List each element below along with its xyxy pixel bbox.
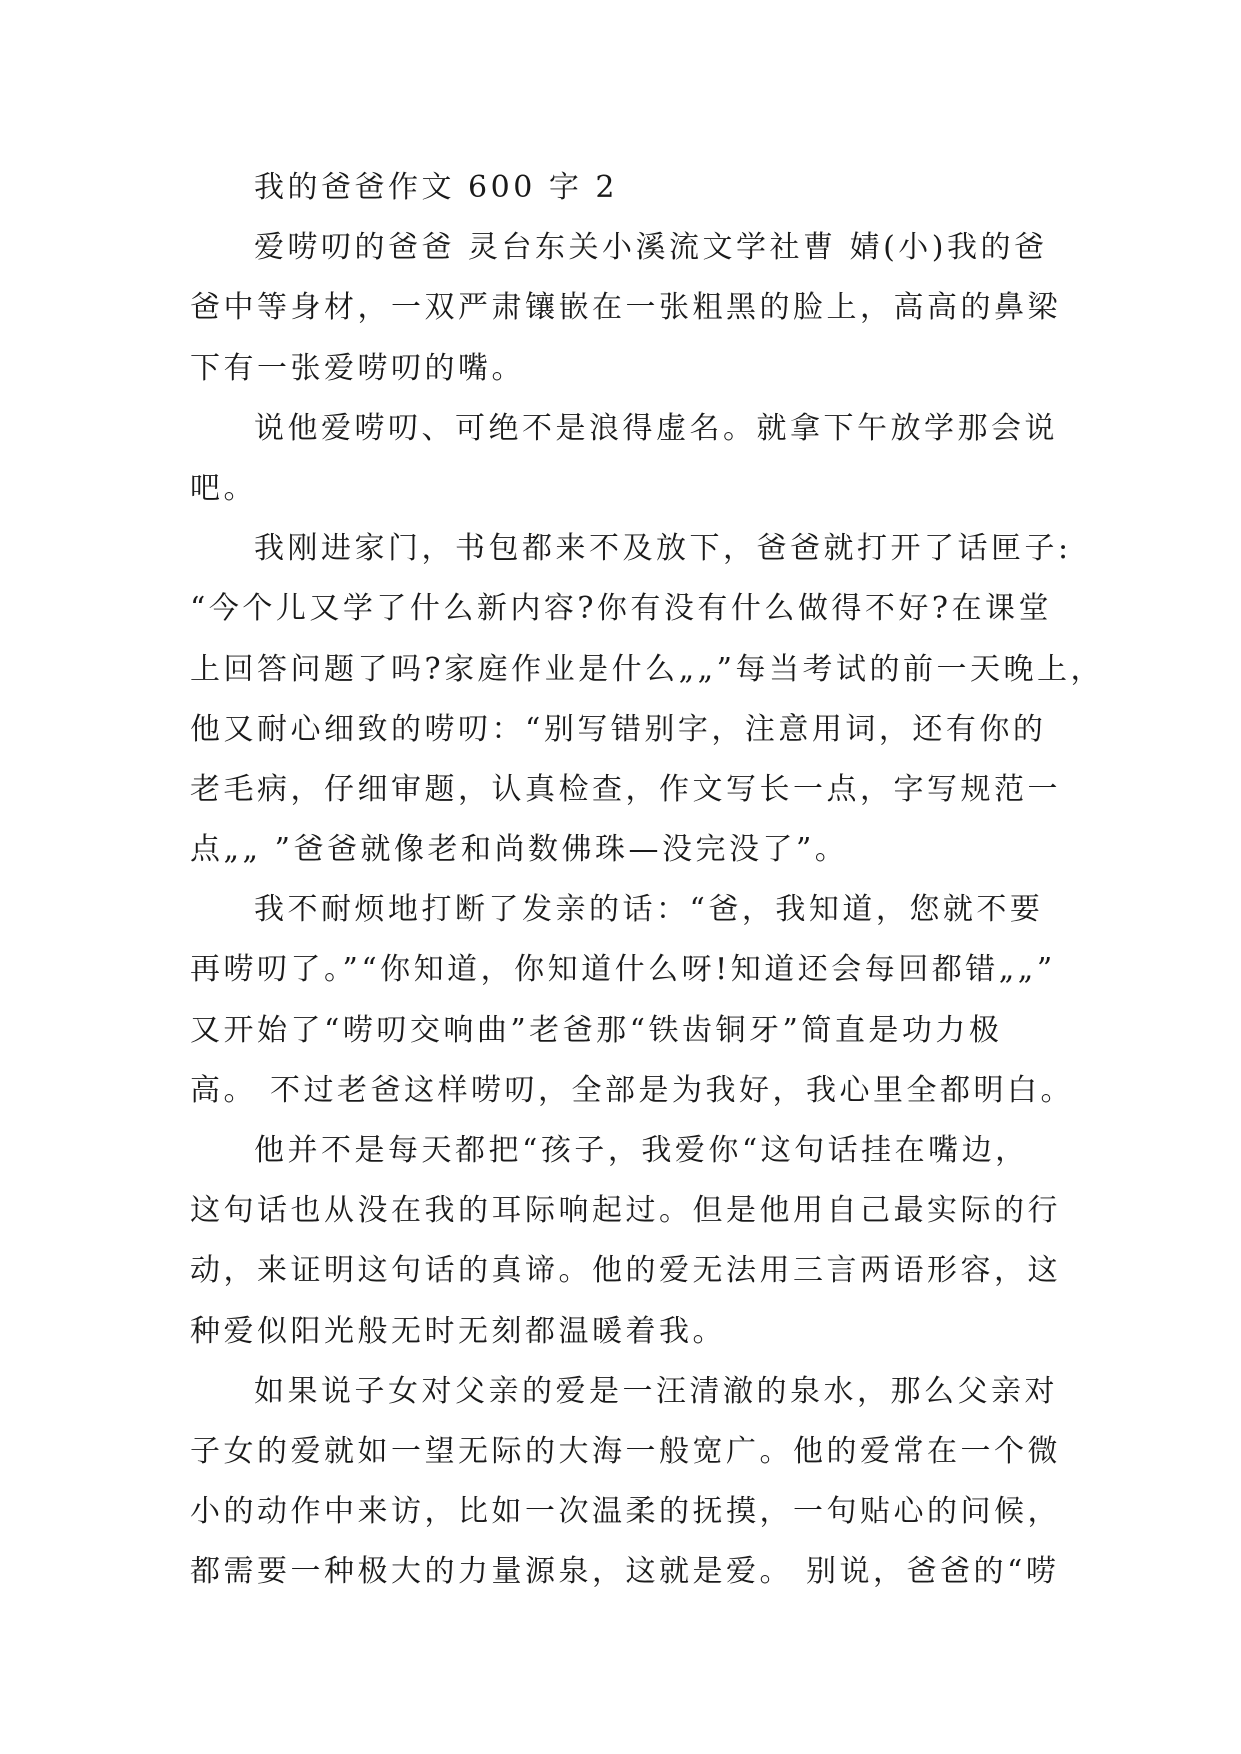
text-line: 小的动作中来访，比如一次温柔的抚摸，一句贴心的问候， xyxy=(190,1494,1061,1530)
text-line: 子女的爱就如一望无际的大海一般宽广。他的爱常在一个微 xyxy=(190,1433,1061,1469)
text-line: 爸中等身材，一双严肃镶嵌在一张粗黑的脸上，高高的鼻梁 xyxy=(190,290,1061,326)
text-line: 我刚进家门，书包都来不及放下，爸爸就打开了话匣子: xyxy=(254,531,1072,567)
text-line: 都需要一种极大的力量源泉，这就是爱。 别说，爸爸的“唠 xyxy=(190,1554,1060,1590)
text-line: 说他爱唠叨、可绝不是浪得虚名。就拿下午放学那会说 xyxy=(254,410,1058,446)
text-line: 他又耐心细致的唠叨：“别写错别字，注意用词，还有你的 xyxy=(190,711,1047,747)
text-line: 种爱似阳光般无时无刻都温暖着我。 xyxy=(190,1313,726,1349)
text-line: 吧。 xyxy=(190,470,257,506)
text-line: “今个儿又学了什么新内容?你有没有什么做得不好?在课堂 xyxy=(190,591,1053,627)
text-line: 又开始了“唠叨交响曲”老爸那“铁齿铜牙”简直是功力极 xyxy=(190,1012,1003,1048)
document-title: 我的爸爸作文 600 字 2 xyxy=(254,170,618,205)
text-line: 再唠叨了。”“你知道，你知道什么呀!知道还会每回都错„„” xyxy=(190,952,1056,988)
document-body xyxy=(190,158,1105,1603)
text-line: 高。 不过老爸这样唠叨，全部是为我好，我心里全都明白。 xyxy=(190,1072,1075,1108)
text-line: 老毛病，仔细审题，认真检查，作文写长一点，字写规范一 xyxy=(190,771,1061,807)
text-line: 这句话也从没在我的耳际响起过。但是他用自己最实际的行 xyxy=(190,1193,1061,1229)
text-line: 上回答问题了吗?家庭作业是什么„„”每当考试的前一天晚上， xyxy=(190,651,1105,687)
text-line: 我不耐烦地打断了发亲的话：“爸，我知道，您就不要 xyxy=(254,892,1044,928)
text-line: 他并不是每天都把“孩子，我爱你“这句话挂在嘴边， xyxy=(254,1133,1029,1168)
text-line: 如果说子女对父亲的爱是一汪清澈的泉水，那么父亲对 xyxy=(254,1373,1058,1409)
text-line: 动，来证明这句话的真谛。他的爱无法用三言两语形容，这 xyxy=(190,1253,1061,1289)
text-line: 爱唠叨的爸爸 灵台东关小溪流文学社曹 婧(小)我的爸 xyxy=(254,230,1048,266)
text-line: 下有一张爱唠叨的嘴。 xyxy=(190,350,525,386)
text-line: 点„„ ”爸爸就像老和尚数佛珠—没完没了”。 xyxy=(190,832,849,868)
